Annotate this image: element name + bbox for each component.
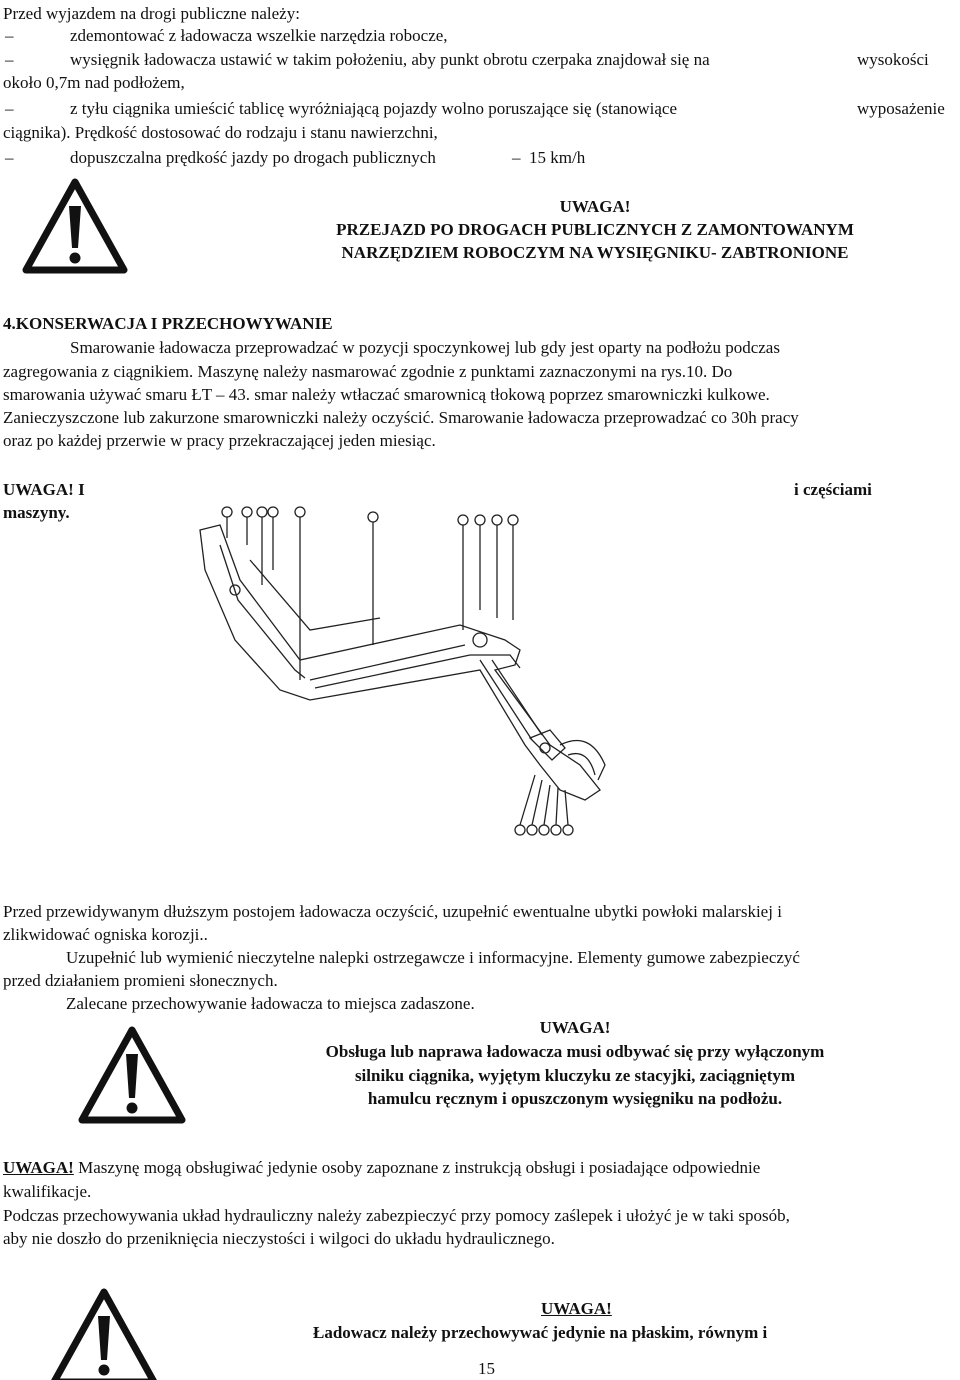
- dash-glyph: –: [5, 148, 14, 167]
- dash-glyph: –: [5, 26, 14, 45]
- dash-glyph: –: [5, 99, 14, 118]
- list-item-continuation: około 0,7m nad podłożem,: [3, 73, 185, 92]
- dash-glyph: –: [5, 50, 14, 69]
- uwaga-fragment-right: i częściami: [794, 480, 872, 499]
- paragraph-text: Maszynę mogą obsługiwać jedynie osoby zapoznane z instrukcją obsługi i posiadające odpowiednie: [73, 1158, 761, 1177]
- paragraph-line: Zanieczyszczone lub zakurzone smarowniczki należy oczyścić. Smarowanie ładowacza przeprowadzać co 30h pracy: [3, 408, 799, 427]
- paragraph-line: [3, 1157, 760, 1179]
- list-item-right-word: wysokości: [857, 50, 929, 69]
- list-item-text: z tyłu ciągnika umieścić tablicę wyróżniającą pojazdy wolno poruszające się (stanowiące: [70, 99, 678, 118]
- list-item-continuation: ciągnika). Prędkość dostosować do rodzaju i stanu nawierzchni,: [3, 123, 438, 142]
- warning-text: PRZEJAZD PO DROGACH PUBLICZNYCH Z ZAMONTOWANYM: [336, 220, 854, 239]
- list-item-text: wysięgnik ładowacza ustawić w takim położeniu, aby punkt obrotu czerpaka znajdował się na: [70, 50, 710, 69]
- warning-triangle-icon: [78, 1026, 186, 1124]
- warning-text: Ładowacz należy przechowywać jedynie na płaskim, równym i: [313, 1323, 768, 1342]
- warning-title: UWAGA!: [559, 197, 631, 216]
- section-heading: 4.KONSERWACJA I PRZECHOWYWANIE: [3, 314, 333, 333]
- paragraph-line: zagregowania z ciągnikiem. Maszynę należy nasmarować zgodnie z punktami zaznaczonymi na rys.10. Do: [3, 362, 733, 381]
- paragraph-line: zlikwidować ogniska korozji..: [3, 925, 208, 944]
- paragraph-line: Uzupełnić lub wymienić nieczytelne nalepki ostrzegawcze i informacyjne. Elementy gumowe zabezpieczyć: [66, 948, 800, 967]
- uwaga-label: UWAGA!: [3, 1158, 74, 1177]
- warning-title: UWAGA!: [541, 1299, 612, 1318]
- heading-before-public-roads: Przed wyjazdem na drogi publiczne należy:: [3, 4, 300, 23]
- speed-limit: 15 km/h: [529, 148, 586, 167]
- warning-text: Obsługa lub naprawa ładowacza musi odbywać się przy wyłączonym: [325, 1042, 825, 1061]
- paragraph-line: kwalifikacje.: [3, 1182, 92, 1201]
- dash-glyph: –: [512, 148, 521, 167]
- warning-triangle-icon: [22, 178, 128, 274]
- list-item-right-word: wyposażenie: [857, 99, 945, 118]
- warning-text: NARZĘDZIEM ROBOCZYM NA WYSIĘGNIKU- ZABTRONIONE: [341, 243, 849, 262]
- warning-triangle-icon: [50, 1288, 158, 1380]
- warning-text: silniku ciągnika, wyjętym kluczyku ze stacyjki, zaciągniętym: [354, 1066, 796, 1085]
- warning-title: UWAGA!: [539, 1018, 611, 1037]
- warning-text: hamulcu ręcznym i opuszczonym wysięgniku na podłożu.: [367, 1089, 783, 1108]
- paragraph-line: przed działaniem promieni słonecznych.: [3, 971, 278, 990]
- paragraph-line: Podczas przechowywania układ hydrauliczny należy zabezpieczyć przy pomocy zaślepek i ułożyć je w taki sposób,: [3, 1206, 790, 1225]
- paragraph-line: smarowania używać smaru ŁT – 43. smar należy wtłaczać smarownicą tłokową poprzez smarowniczki kulkowe.: [3, 385, 770, 404]
- paragraph-line: oraz po każdej przerwie w pracy przekraczającej jeden miesiąc.: [3, 431, 436, 450]
- list-item-text: zdemontować z ładowacza wszelkie narzędzia robocze,: [70, 26, 448, 45]
- loader-arm-outline: [200, 525, 605, 800]
- loader-lubrication-diagram: [180, 490, 620, 896]
- uwaga-fragment-continuation: maszyny.: [3, 503, 70, 522]
- page-number: 15: [478, 1359, 495, 1378]
- uwaga-fragment-left: UWAGA! I: [3, 480, 85, 499]
- list-item-text: dopuszczalna prędkość jazdy po drogach publicznych: [70, 148, 436, 167]
- paragraph-line: Smarowanie ładowacza przeprowadzać w pozycji spoczynkowej lub gdy jest oparty na podłożu podczas: [70, 338, 780, 357]
- paragraph-line: Przed przewidywanym dłuższym postojem ładowacza oczyścić, uzupełnić ewentualne ubytki powłoki malarskiej i: [3, 902, 782, 921]
- paragraph-line: aby nie doszło do przeniknięcia nieczystości i wilgoci do układu hydraulicznego.: [3, 1229, 555, 1248]
- paragraph-line: Zalecane przechowywanie ładowacza to miejsca zadaszone.: [66, 994, 475, 1013]
